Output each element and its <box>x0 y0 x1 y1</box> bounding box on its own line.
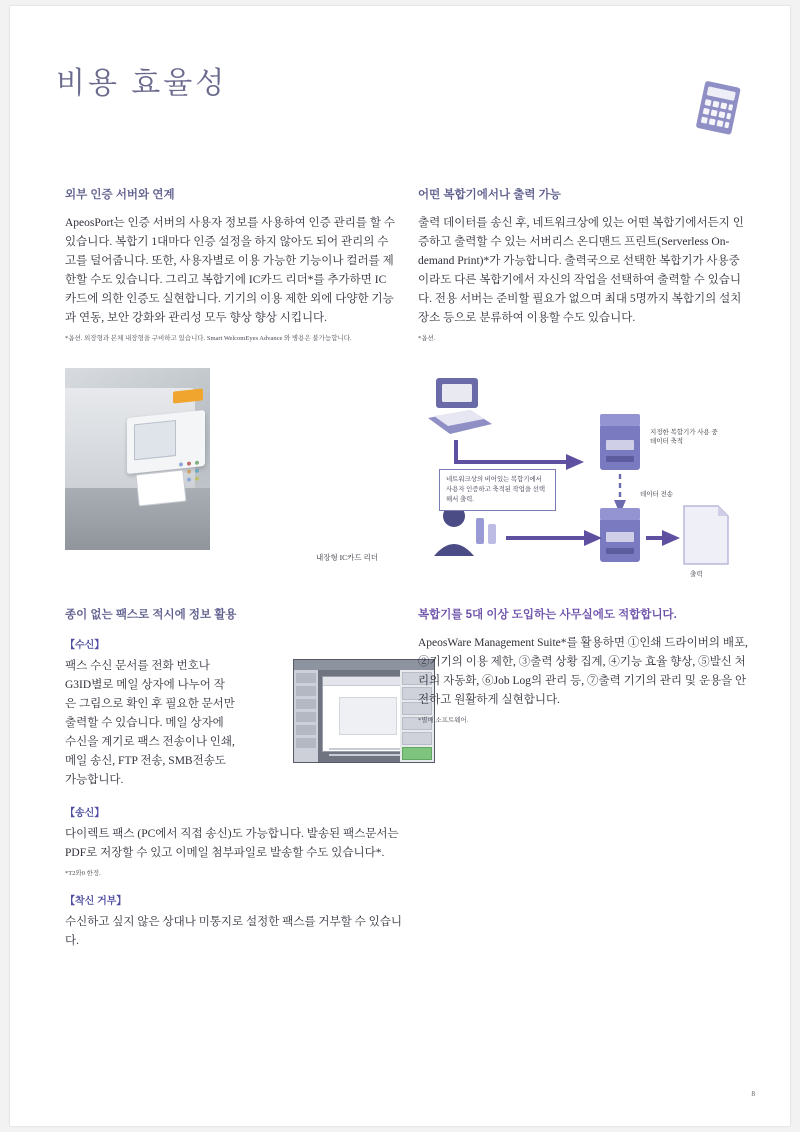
section-body-external-auth: ApeosPort는 인증 서버의 사용자 정보를 사용하여 인증 관리를 할 수 있습니다. 복합기 1대마다 인증 설정을 하지 않아도 되어 관리의 수고를 덜어줍니다. 또한, 사용자별로 이용 가능한 기능이나 컬러를 제한할 수도 있습니다. 그리고 복합기에 IC카드 리더*를 추가하면 IC카드에 의한 인증도 실현합니다. 기기의 이용 제한 외에 다양한 기능과 연동, 보안 강화와 관리성 모두 향상 향상 시킵니다. <box>65 217 395 324</box>
serverless-on-demand-print-diagram <box>418 366 748 591</box>
section-heading-any-mfp-print: 어떤 복합기에서나 출력 가능 <box>418 189 561 201</box>
diagram-label-output: 출력 <box>690 571 703 578</box>
section-heading-external-auth: 외부 인증 서버와 연계 <box>65 189 175 201</box>
fax-subhead-reject: 【착신 거부】 <box>65 896 127 907</box>
mfp-bottom-illustration <box>600 508 640 562</box>
document-page <box>10 6 790 1126</box>
mfp-top-illustration <box>600 414 640 470</box>
footnote-any-mfp-print: *옵션. <box>418 335 436 342</box>
section-body-management-suite: ApeosWare Management Suite*를 활용하면 ①인쇄 드라이버의 배포, ②기기의 이용 제한, ③출력 상황 집계, ④기능 효율 향상, ⑤발신 처리의 자동화, ⑥Job Log의 관리 등, ⑦출력 기기의 관리 및 운용을 안전하고 원활하게 실현합니다. <box>418 637 748 706</box>
left-column-section-fax <box>65 606 405 951</box>
section-body-any-mfp-print: 출력 데이터를 송신 후, 네트워크상에 있는 어떤 복합기에서든지 인증하고 출력할 수 있는 서버리스 온디맨드 프린트(Serverless On-demand Print)*가 가능합니다. 출력국으로 선택한 복합기가 사용중이라도 다른 복합기에서 자신의 작업을 선택하여 출력할 수 있습니다. 전용 서버는 준비할 필요가 없으며 최대 5명까지 복합기의 설치 장소 등으로 분류하여 이용할 수도 있습니다. <box>418 217 744 324</box>
fax-body-send: 다이렉트 팩스 (PC에서 직접 송신)도 가능합니다. 발송된 팩스문서는 PDF로 저장할 수 있고 이메일 첨부파일로 발송할 수도 있습니다*. <box>65 828 399 859</box>
fax-body-reject: 수신하고 싶지 않은 상대나 미통지로 설정한 팩스를 거부할 수 있습니다. <box>65 916 402 947</box>
left-column-section-auth <box>65 186 395 343</box>
fax-body-receive: 팩스 수신 문서를 전화 번호나 G3ID별로 메일 상자에 나누어 작은 그림으로 확인 후 필요한 문서만 출력할 수 있습니다. 메일 상자에 수신을 계기로 팩스 전송이나 인쇄, 메일 송신, FTP 전송, SMB전송도 가능합니다. <box>65 660 235 786</box>
fax-subhead-receive: 【수신】 <box>65 640 105 651</box>
pc-illustration <box>428 378 492 434</box>
output-paper-illustration <box>684 506 728 564</box>
person-illustration <box>434 505 496 556</box>
diagram-callout: 네트워크상의 비어있는 복합기에서 사용자 인증하고 축적된 작업을 선택해서 출력. <box>439 469 556 511</box>
section-heading-management-suite: 복합기를 5대 이상 도입하는 사무실에도 적합합니다. <box>418 609 677 621</box>
fax-mailbox-ui-screenshot <box>293 659 435 763</box>
right-column-section-print <box>418 186 748 343</box>
diagram-label-transfer: 데이터 전송 <box>640 491 674 498</box>
footnote-management-suite: *별매 소프트웨어. <box>418 717 469 724</box>
page-title: 비용 효율성 <box>56 67 228 100</box>
ic-card-reader-photo <box>65 368 210 550</box>
diagram-label-stored: 지정한 복합기가 사용 중 데이터 축적 <box>650 429 718 445</box>
section-heading-paperless-fax: 종이 없는 팩스로 적시에 정보 활용 <box>65 609 237 621</box>
photo-caption-ic-card-reader: 내장형 IC카드 리더 <box>316 553 378 562</box>
right-column-section-suite <box>418 606 750 725</box>
footnote-external-auth: *옵션. 외장형과 본체 내장형을 구비하고 있습니다. Smart WelcomEyes Advance 와 병용은 불가능합니다. <box>65 335 352 342</box>
fax-subhead-send: 【송신】 <box>65 808 105 819</box>
footnote-fax-send: *T2와0 한정. <box>65 870 101 877</box>
calculator-icon <box>688 78 750 140</box>
page-number: 8 <box>751 1090 755 1098</box>
